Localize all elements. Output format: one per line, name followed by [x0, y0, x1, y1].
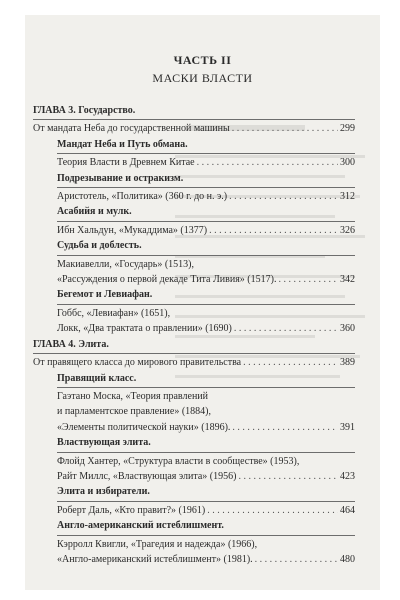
book-page: [25, 15, 380, 590]
section-title: Судьба и доблесть.: [57, 240, 142, 252]
part-title: ЧАСТЬ II: [173, 53, 232, 67]
leader-dots: [234, 321, 338, 336]
entry-text: Флойд Хантер, «Структура власти в сообществе» (1953),: [57, 455, 300, 467]
section-heading: [33, 484, 355, 499]
section-heading: [33, 204, 355, 219]
section-title: Правящий класс.: [57, 372, 137, 384]
entry-text: Локк, «Два трактата о правлении» (1690): [57, 323, 232, 335]
leader-dots: [278, 272, 338, 287]
divider: [33, 353, 355, 354]
divider: [57, 153, 355, 154]
page-number: 312: [340, 191, 355, 203]
divider: [57, 304, 355, 305]
entry-text: и парламентское правление» (1884),: [57, 406, 212, 418]
page-number: 423: [340, 470, 355, 482]
page-number: 342: [340, 274, 355, 286]
page-number: 360: [340, 323, 355, 335]
page-number: 480: [340, 553, 355, 565]
part-subtitle: МАСКИ ВЛАСТИ: [152, 71, 253, 85]
section-title: Подрезывание и остракизм.: [57, 172, 184, 184]
divider: [57, 501, 355, 502]
section-heading: [33, 171, 355, 186]
entry-text: Кэрролл Квигли, «Трагедия и надежда» (1966),: [57, 538, 258, 550]
page-number: 389: [340, 357, 355, 369]
section-title: Англо-американский истеблишмент.: [57, 520, 224, 532]
toc-entry-line: [33, 257, 355, 272]
entry-text: «Рассуждения о первой декаде Тита Ливия» (1517).: [57, 274, 277, 286]
toc-entry: [33, 121, 355, 136]
chapter-label: ГЛАВА 3. Государство.: [33, 105, 136, 116]
page-number: 300: [340, 157, 355, 169]
entry-text: Райт Миллс, «Властвующая элита» (1956): [57, 470, 237, 482]
entry-text: Ибн Хальдун, «Мукаддима» (1377): [57, 224, 208, 236]
leader-dots: [232, 420, 338, 435]
leader-dots: [238, 469, 338, 484]
toc-entry: [33, 469, 355, 484]
page-number: 391: [340, 421, 355, 433]
entry-text: Роберт Даль, «Кто правит?» (1961): [57, 504, 206, 516]
divider: [57, 535, 355, 536]
toc-entry: [33, 321, 355, 336]
entry-text: От правящего класса до мирового правительства: [33, 357, 242, 369]
section-heading: [33, 371, 355, 386]
divider: [57, 387, 355, 388]
divider: [57, 452, 355, 453]
toc-entry: [33, 189, 355, 204]
section-title: Бегемот и Левиафан.: [57, 289, 153, 301]
chapter-heading: [33, 103, 355, 118]
section-heading: [33, 518, 355, 533]
section-heading: [33, 287, 355, 302]
toc-entry: [33, 272, 355, 287]
toc-entry: [33, 355, 355, 370]
chapter-label: ГЛАВА 4. Элита.: [33, 338, 109, 350]
entry-text: «Англо-американский истеблишмент» (1981).: [57, 553, 253, 565]
section-heading: [33, 435, 355, 450]
section-title: Властвующая элита.: [57, 437, 151, 449]
section-title: Асабийя и мулк.: [57, 206, 132, 218]
section-title: Элита и избиратели.: [57, 486, 150, 498]
section-title: Мандат Неба и Путь обмана.: [57, 138, 188, 150]
page-number: 326: [340, 224, 355, 236]
toc-entry: [33, 503, 355, 518]
toc-entry-line: [33, 454, 355, 469]
entry-text: Макиавелли, «Государь» (1513),: [57, 258, 194, 270]
leader-dots: [197, 155, 338, 170]
toc-entry: [33, 552, 355, 567]
toc-entry-line: [33, 306, 355, 321]
divider: [57, 255, 355, 256]
toc-entry-line: [33, 389, 355, 404]
entry-text: «Элементы политической науки» (1896).: [57, 421, 231, 433]
table-of-contents: [33, 103, 355, 567]
toc-entry: [33, 223, 355, 238]
leader-dots: [232, 121, 338, 136]
toc-entry-line: [33, 537, 355, 552]
leader-dots: [209, 223, 338, 238]
page-number: 464: [340, 504, 355, 516]
toc-entry: [33, 155, 355, 170]
entry-text: Аристотель, «Политика» (360 г. до н. э.): [57, 191, 228, 203]
entry-text: Теория Власти в Древнем Китае: [57, 157, 195, 169]
toc-entry: [33, 420, 355, 435]
leader-dots: [255, 552, 338, 567]
entry-text: Гоббс, «Левиафан» (1651),: [57, 307, 171, 319]
chapter-heading: [33, 337, 355, 352]
leader-dots: [207, 503, 338, 518]
entry-text: От мандата Неба до государственной машины: [33, 123, 230, 135]
page-number: 299: [340, 123, 355, 135]
section-heading: [33, 137, 355, 152]
section-heading: [33, 238, 355, 253]
entry-text: Гаэтано Моска, «Теория правлений: [57, 390, 209, 402]
divider: [33, 119, 355, 120]
leader-dots: [229, 189, 338, 204]
divider: [57, 187, 355, 188]
leader-dots: [243, 355, 338, 370]
toc-entry-line: [33, 404, 355, 419]
divider: [57, 221, 355, 222]
